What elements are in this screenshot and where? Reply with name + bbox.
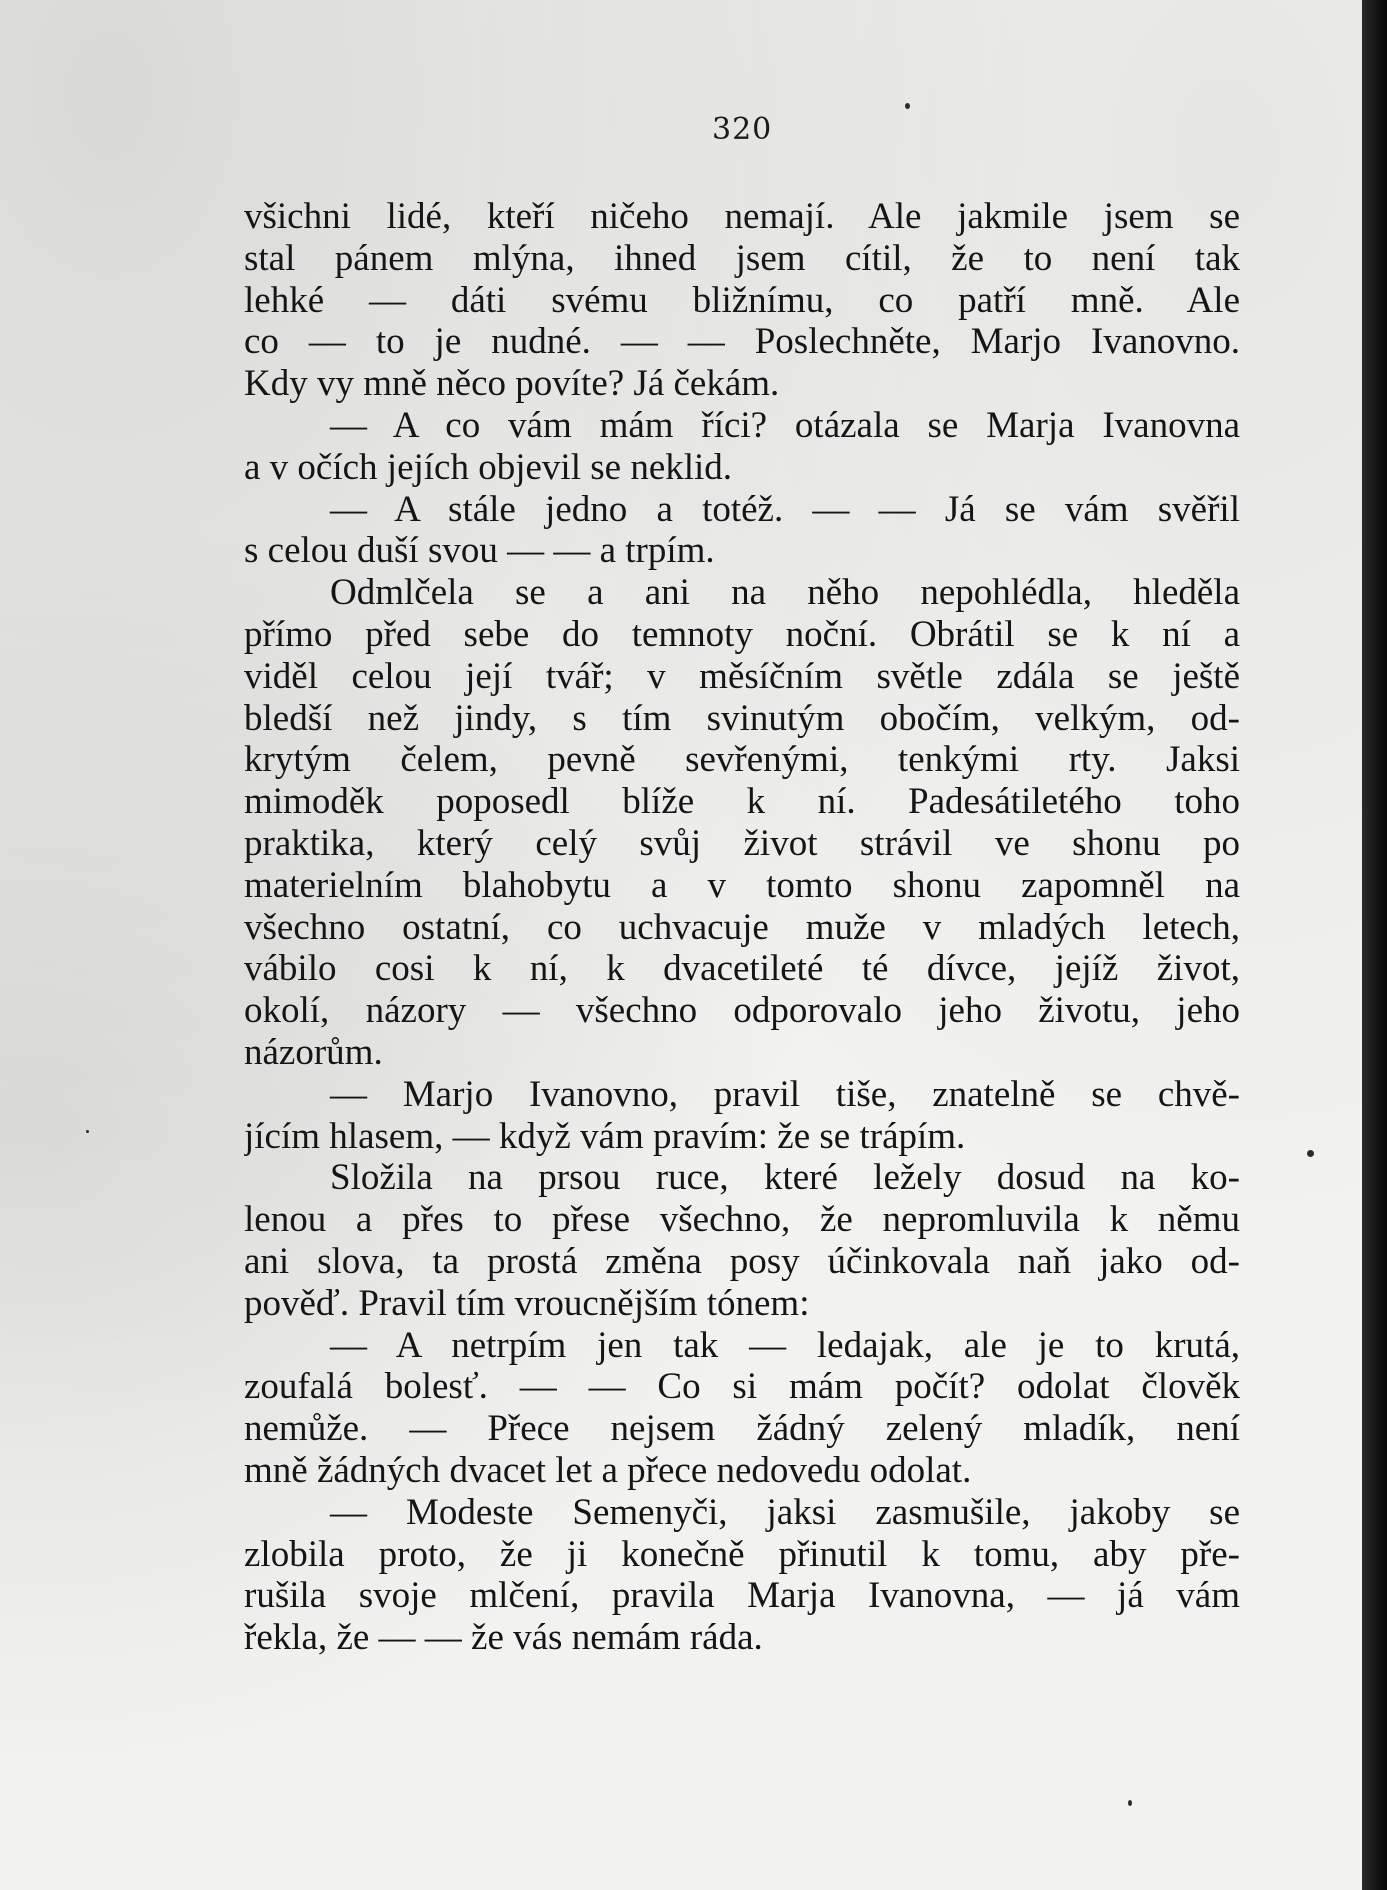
text-line: bledší než jindy, s tím svinutým obočím, velkým, od- bbox=[244, 697, 1240, 739]
body-text bbox=[244, 196, 1240, 1659]
text-line: krytým čelem, pevně sevřenými, tenkými rty. Jaksi bbox=[244, 739, 1240, 781]
text-line: vábilo cosi k ní, k dvacetileté té dívce, jejíž život, bbox=[244, 948, 1240, 990]
text-line: přímo před sebe do temnoty noční. Obrátil se k ní a bbox=[244, 613, 1240, 655]
text-line: názorům. bbox=[244, 1031, 383, 1073]
text-line: pověď. Pravil tím vroucnějším tónem: bbox=[244, 1282, 810, 1324]
scan-speck bbox=[86, 1130, 89, 1133]
text-line: — A co vám mám říci? otázala se Marja Ivanovna bbox=[330, 404, 1240, 446]
text-line: praktika, který celý svůj život strávil ve shonu po bbox=[244, 822, 1240, 864]
text-line: rušila svoje mlčení, pravila Marja Ivanovna, — já vám bbox=[244, 1575, 1240, 1617]
text-line: Odmlčela se a ani na něho nepohlédla, hleděla bbox=[330, 572, 1240, 614]
page-number: 320 bbox=[712, 112, 773, 147]
text-line: — A stále jedno a totéž. — — Já se vám svěřil bbox=[330, 488, 1240, 530]
text-line: mně žádných dvacet let a přece nedovedu odolat. bbox=[244, 1449, 972, 1491]
scan-speck bbox=[1307, 1150, 1314, 1157]
text-line: zoufalá bolesť. — — Co si mám počít? odolat člověk bbox=[244, 1366, 1240, 1408]
text-line: materielním blahobytu a v tomto shonu zapomněl na bbox=[244, 864, 1240, 906]
text-line: viděl celou její tvář; v měsíčním světle zdála se ještě bbox=[244, 655, 1240, 697]
text-line: lenou a přes to přese všechno, že nepromluvila k němu bbox=[244, 1199, 1240, 1241]
text-line: — A netrpím jen tak — ledajak, ale je to krutá, bbox=[330, 1324, 1240, 1366]
text-line: všichni lidé, kteří ničeho nemají. Ale jakmile jsem se bbox=[244, 196, 1240, 237]
scan-border bbox=[1362, 0, 1387, 1890]
text-line: jícím hlasem, — když vám pravím: že se trápím. bbox=[244, 1115, 966, 1157]
text-line: mimoděk poposedl blíže k ní. Padesátiletého toho bbox=[244, 781, 1240, 823]
text-line: ani slova, ta prostá změna posy účinkovala naň jako od- bbox=[244, 1240, 1240, 1282]
text-line: s celou duší svou — — a trpím. bbox=[244, 530, 715, 572]
text-line: Složila na prsou ruce, které ležely dosud na ko- bbox=[330, 1157, 1240, 1199]
text-line: Kdy vy mně něco povíte? Já čekám. bbox=[244, 363, 780, 405]
text-line: zlobila proto, že ji konečně přinutil k tomu, aby pře- bbox=[244, 1533, 1240, 1575]
scan-speck bbox=[1128, 1800, 1132, 1806]
text-line: — Modeste Semenyči, jaksi zasmušile, jakoby se bbox=[330, 1491, 1240, 1533]
text-line: stal pánem mlýna, ihned jsem cítil, že to není tak bbox=[244, 237, 1240, 279]
text-line: všechno ostatní, co uchvacuje muže v mladých letech, bbox=[244, 906, 1240, 948]
text-line: okolí, názory — všechno odporovalo jeho životu, jeho bbox=[244, 990, 1240, 1032]
text-line: řekla, že — — že vás nemám ráda. bbox=[244, 1617, 763, 1659]
scan-speck bbox=[905, 103, 910, 109]
text-line: — Marjo Ivanovno, pravil tiše, znatelně se chvě- bbox=[330, 1073, 1240, 1115]
text-line: co — to je nudné. — — Poslechněte, Marjo Ivanovno. bbox=[244, 321, 1240, 363]
text-line: a v očích jejích objevil se neklid. bbox=[244, 446, 733, 488]
text-line: nemůže. — Přece nejsem žádný zelený mladík, není bbox=[244, 1408, 1240, 1450]
text-line: lehké — dáti svému bližnímu, co patří mně. Ale bbox=[244, 279, 1240, 321]
